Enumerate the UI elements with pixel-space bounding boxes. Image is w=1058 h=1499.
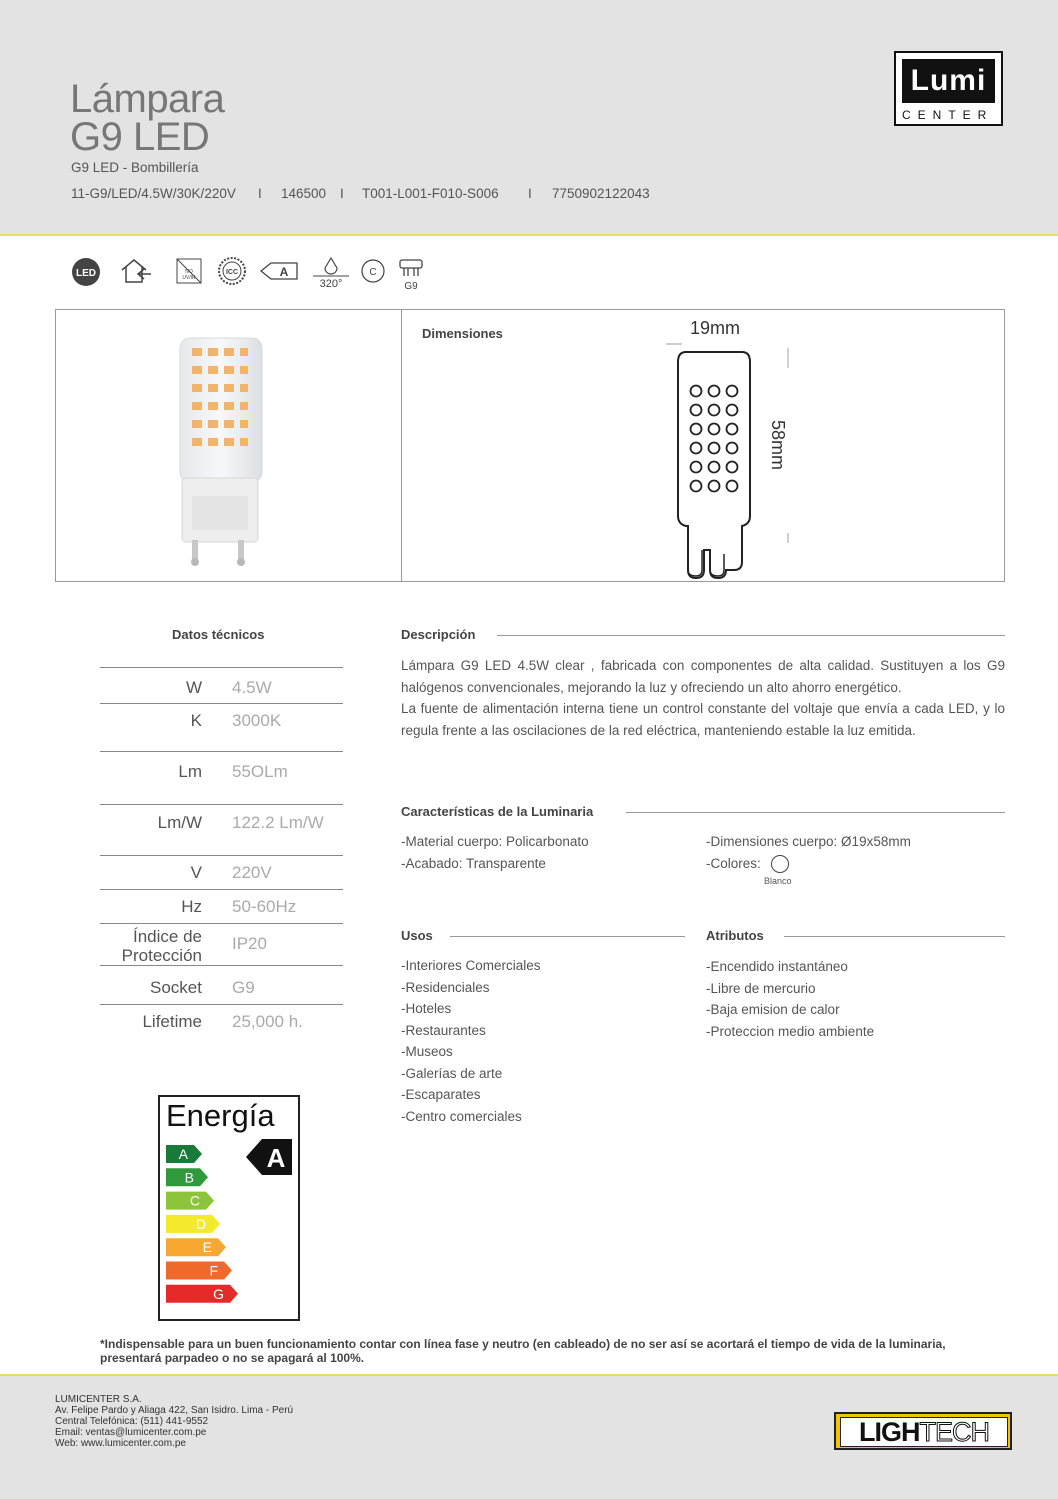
- tech-value: 3000K: [232, 711, 282, 730]
- title-line-1: Lámpara: [70, 77, 225, 121]
- tech-key: K: [190, 711, 202, 730]
- color-name: Blanco: [764, 876, 792, 886]
- dimension-height: 58mm: [768, 420, 788, 471]
- svg-text:E: E: [202, 1239, 212, 1256]
- tech-key: V: [190, 863, 202, 882]
- energy-title: Energía: [166, 1098, 275, 1133]
- dimension-width: 19mm: [690, 318, 741, 338]
- tech-divider: [100, 804, 343, 805]
- feature-item: -Dimensiones cuerpo: Ø19x58mm: [706, 834, 911, 849]
- tech-divider: [100, 751, 343, 752]
- description-line: regula frente a las oscilaciones de la red eléctrica, manteniendo estable la luz emitida.: [401, 722, 916, 738]
- company-line: Web: www.lumicenter.com.pe: [55, 1438, 186, 1449]
- atributos-item: -Baja emision de calor: [706, 1002, 840, 1017]
- tech-divider: [100, 923, 343, 924]
- footnote-line: presentará parpadeo o no se apagará al 100%.: [100, 1351, 365, 1365]
- atributos-title: Atributos: [706, 928, 764, 943]
- product-code: 11-G9/LED/4.5W/30K/220V: [71, 186, 236, 201]
- product-code: T001-L001-F010-S006: [362, 186, 499, 201]
- tech-value: 55OLm: [232, 762, 288, 781]
- c-mark-icon: [360, 256, 394, 286]
- svg-text:ICC: ICC: [225, 269, 239, 276]
- svg-text:C: C: [369, 267, 377, 278]
- atributos-item: -Libre de mercurio: [706, 980, 816, 996]
- svg-text:UV/IR: UV/IR: [182, 275, 196, 281]
- tech-divider: [100, 855, 343, 856]
- company-line: Central Telefónica: (511) 441-9552: [55, 1416, 209, 1427]
- energy-class-e: [166, 1238, 226, 1256]
- svg-text:B: B: [184, 1169, 194, 1186]
- energy-bars: [166, 1145, 246, 1315]
- svg-text:A: A: [178, 1146, 188, 1162]
- atributos-divider: [784, 936, 1005, 937]
- usos-item: -Escaparates: [401, 1087, 481, 1102]
- tech-value: 122.2 Lm/W: [232, 813, 324, 832]
- atributos-list: [706, 956, 874, 1042]
- usos-title: Usos: [401, 928, 433, 943]
- company-info: [55, 1394, 293, 1449]
- no-uv-ir-icon: [174, 256, 208, 286]
- description-text: [401, 655, 1005, 741]
- dimensions-title: Dimensiones: [422, 326, 503, 341]
- svg-text:F: F: [209, 1262, 218, 1279]
- led-icon: [70, 256, 104, 286]
- svg-text:C: C: [189, 1192, 200, 1209]
- product-code: 146500: [281, 186, 327, 201]
- tech-key: W: [185, 678, 202, 697]
- company-line: Email: ventas@lumicenter.com.pe: [55, 1427, 207, 1438]
- tech-value: 220V: [232, 863, 272, 882]
- product-image: [170, 332, 270, 577]
- color-swatch-white: [771, 855, 789, 873]
- energy-class-a: [166, 1145, 202, 1163]
- usos-item: -Museos: [401, 1044, 453, 1059]
- energy-rating: A: [266, 1143, 286, 1173]
- energy-scale: [166, 1145, 246, 1320]
- svg-text:A: A: [279, 265, 289, 279]
- tech-divider: [100, 667, 343, 668]
- brand-part-1: LIGH: [859, 1417, 920, 1447]
- tech-value: 4.5W: [232, 678, 272, 697]
- tech-value: G9: [232, 978, 255, 997]
- svg-text:LED: LED: [76, 268, 96, 279]
- tech-value: 50-60Hz: [232, 897, 297, 916]
- tech-key: Socket: [150, 978, 202, 997]
- icc-certificate-icon: [217, 256, 251, 286]
- brand-part-2: TECH: [919, 1417, 989, 1447]
- description-divider: [497, 635, 1005, 636]
- energy-class-g: [166, 1285, 238, 1303]
- usos-item: -Residenciales: [401, 979, 490, 995]
- tech-divider: [100, 965, 343, 966]
- tech-key: Hz: [181, 897, 202, 916]
- code-separator: I: [340, 186, 344, 201]
- tech-value: 25,000 h.: [232, 1012, 303, 1031]
- g9-socket-label: G9: [404, 281, 418, 292]
- code-separator: I: [258, 186, 262, 201]
- svg-text:G: G: [213, 1285, 224, 1302]
- footnote-line: *Indispensable para un buen funcionamiento contar con línea fase y neutro (en cableado) de no ser así se acortará el tiempo de vida de la luminaria,: [100, 1337, 946, 1351]
- tech-divider: [100, 889, 343, 890]
- energy-class-b: [166, 1168, 208, 1186]
- company-line: Av. Felipe Pardo y Aliaga 422, San Isidro. Lima - Perú: [55, 1405, 294, 1416]
- atributos-item: -Proteccion medio ambiente: [706, 1023, 875, 1039]
- description-line: La fuente de alimentación interna tiene un control constante del voltaje que envía a cada LED, y lo: [401, 701, 1005, 716]
- tech-title: Datos técnicos: [172, 627, 265, 642]
- lumicenter-logo: [894, 51, 1003, 126]
- atributos-item: -Encendido instantáneo: [706, 959, 848, 974]
- tech-divider: [100, 703, 343, 704]
- footnote: [100, 1337, 980, 1365]
- usos-item: -Centro comerciales: [401, 1108, 522, 1124]
- title-line-2: G9 LED: [70, 115, 210, 159]
- feature-item: -Acabado: Transparente: [401, 856, 546, 871]
- tech-key: Índice de Protección: [121, 927, 202, 965]
- description-line: halógenos convencionales, mejorando la luz y ofreciendo un alto ahorro energético.: [401, 679, 902, 695]
- usos-list: [401, 955, 541, 1127]
- energy-rating-badge: [244, 1137, 294, 1182]
- tech-divider: [100, 1004, 343, 1005]
- tech-key: Lm/W: [157, 813, 202, 832]
- features-divider: [626, 812, 1005, 813]
- tech-key: Lm: [178, 762, 202, 781]
- energy-class-f: [166, 1262, 232, 1280]
- page-subtitle: G9 LED - Bombillería: [71, 160, 199, 175]
- features-title: Características de la Luminaria: [401, 804, 594, 819]
- svg-text:NO: NO: [185, 269, 193, 275]
- panel-divider: [401, 309, 402, 582]
- usos-item: -Galerías de arte: [401, 1065, 503, 1081]
- dimension-drawing: [660, 338, 800, 588]
- svg-text:D: D: [195, 1215, 206, 1232]
- code-separator: I: [528, 186, 532, 201]
- product-codes: [71, 186, 236, 201]
- product-code: 7750902122043: [552, 186, 650, 201]
- energy-class-d: [166, 1215, 220, 1233]
- logo-top: Lumi: [902, 59, 995, 103]
- company-line: LUMICENTER S.A.: [55, 1394, 142, 1405]
- energy-class-c: [166, 1192, 214, 1210]
- feature-item: -Colores:: [706, 856, 761, 871]
- tech-value: IP20: [232, 934, 267, 953]
- usos-item: -Hoteles: [401, 1001, 452, 1016]
- logo-bottom: CENTER: [902, 108, 994, 122]
- lightech-wordmark: [840, 1417, 1008, 1447]
- usos-item: -Interiores Comerciales: [401, 958, 541, 973]
- usos-divider: [450, 936, 685, 937]
- description-line: Lámpara G9 LED 4.5W clear , fabricada con componentes de alta calidad. Sustituyen a los G9: [401, 658, 1005, 673]
- indoor-house-icon: [118, 256, 152, 286]
- feature-item: -Material cuerpo: Policarbonato: [401, 834, 589, 849]
- tech-key: Lifetime: [142, 1012, 202, 1031]
- page-title: [70, 77, 225, 159]
- beam-angle-label: 320°: [319, 278, 343, 290]
- lightech-logo: [834, 1412, 1012, 1450]
- energy-class-a-icon: [259, 256, 293, 286]
- usos-item: -Restaurantes: [401, 1022, 486, 1038]
- description-title: Descripción: [401, 627, 476, 642]
